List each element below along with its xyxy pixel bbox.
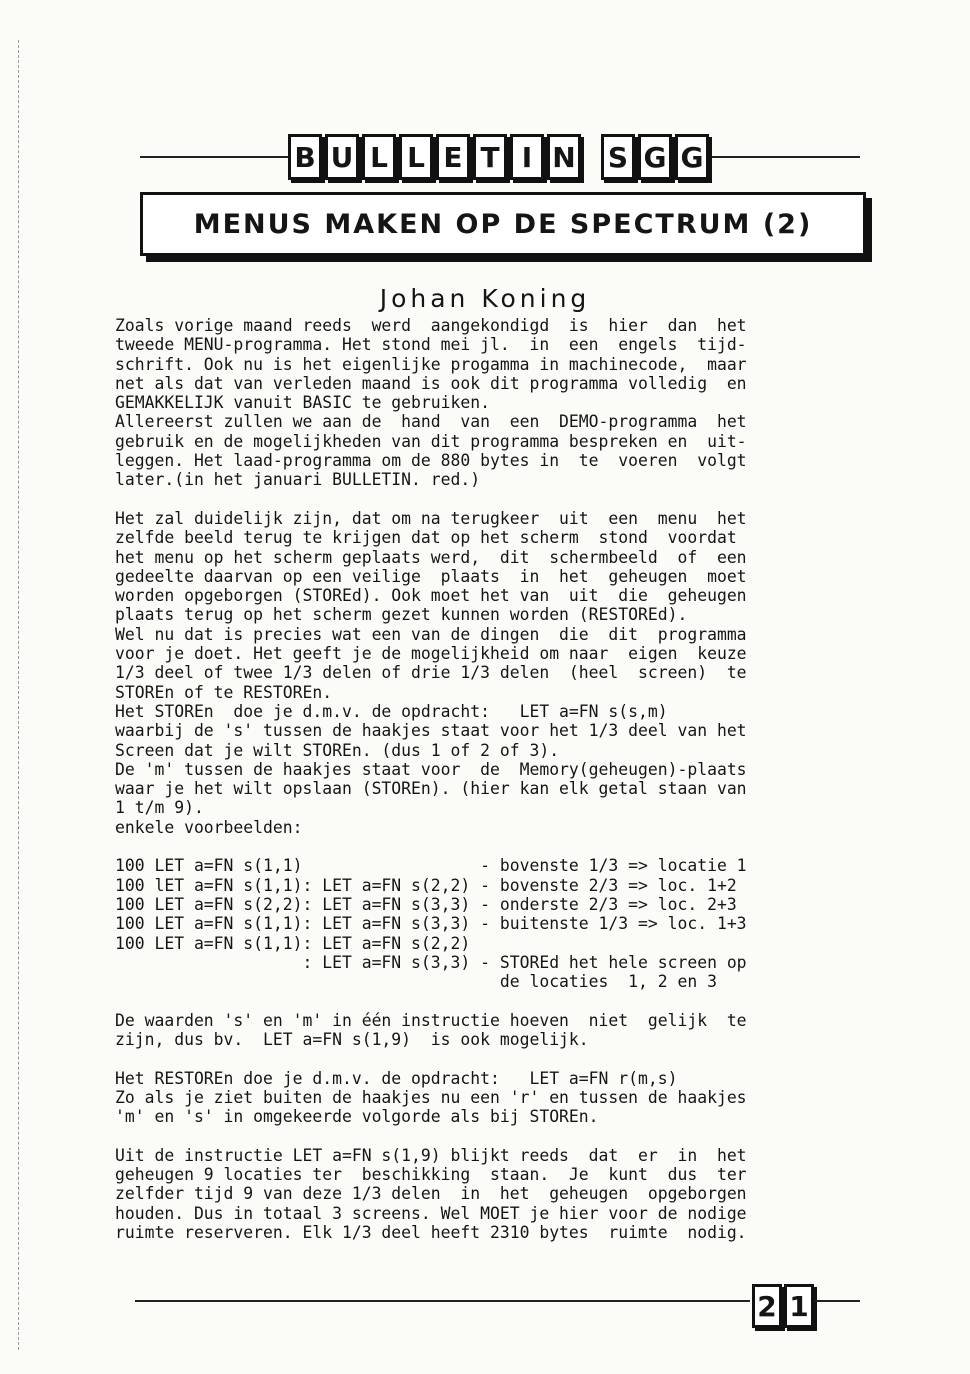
code-line: 100 LET a=FN s(2,2): LET a=FN s(3,3) - onderste 2/3 => loc. 2+3: [115, 894, 737, 914]
text-line: Allereerst zullen we aan de hand van een DEMO-programma het: [115, 412, 747, 432]
text-line: waar je het wilt opslaan (STOREn). (hier kan elk getal staan van: [115, 779, 747, 799]
code-line: 100 LET a=FN s(1,1): LET a=FN s(2,2): [115, 933, 471, 953]
paragraph-4: [115, 1011, 860, 1050]
logo-letter: L: [399, 134, 433, 180]
code-examples: [115, 856, 860, 991]
author: Johan Koning: [379, 284, 591, 313]
footer-rule-right: [815, 1300, 860, 1302]
text-line: STOREn of te RESTOREn.: [115, 682, 333, 702]
text-line: Het zal duidelijk zijn, dat om na terugkeer uit een menu het: [115, 508, 747, 528]
text-line: zijn, dus bv. LET a=FN s(1,9) is ook mogelijk.: [115, 1029, 589, 1049]
text-line: enkele voorbeelden:: [115, 817, 303, 837]
text-line: plaats terug op het scherm gezet kunnen worden (RESTOREd).: [115, 605, 688, 625]
text-line: gedeelte daarvan op een veilige plaats in het geheugen moet: [115, 566, 747, 586]
text-line: schrift. Ook nu is het eigenlijke progamma in machinecode, maar: [115, 354, 747, 374]
code-line: de locaties 1, 2 en 3: [115, 972, 717, 992]
text-line: waarbij de 's' tussen de haakjes staat voor het 1/3 deel van het: [115, 721, 747, 741]
text-line: De waarden 's' en 'm' in één instructie hoeven niet gelijk te: [115, 1010, 747, 1030]
logo-letter: B: [288, 134, 322, 180]
text-line: 1 t/m 9).: [115, 798, 204, 818]
text-line: voor je doet. Het geeft je de mogelijkheid om naar eigen keuze: [115, 644, 747, 664]
header-rule-left: [140, 156, 288, 158]
text-line: 'm' en 's' in omgekeerde volgorde als bij STOREn.: [115, 1107, 599, 1127]
code-line: 100 LET a=FN s(1,1) - bovenste 1/3 => locatie 1: [115, 856, 747, 876]
text-line: De 'm' tussen de haakjes staat voor de Memory(geheugen)-plaats: [115, 759, 747, 779]
page-number: [752, 1284, 814, 1328]
text-line: worden opgeborgen (STOREd). Ook moet het van uit die geheugen: [115, 586, 747, 606]
code-line: 100 LET a=FN s(1,1): LET a=FN s(3,3) - buitenste 1/3 => loc. 1+3: [115, 914, 747, 934]
text-line: leggen. Het laad-programma om de 880 bytes in te voeren volgt: [115, 451, 747, 471]
paragraph-2: [115, 412, 860, 489]
title-box: [140, 192, 866, 256]
text-line: later.(in het januari BULLETIN. red.): [115, 470, 481, 490]
text-line: Het STOREn doe je d.m.v. de opdracht: LET a=FN s(s,m): [115, 701, 668, 721]
logo-letter: G: [675, 134, 709, 180]
text-line: tweede MENU-programma. Het stond mei jl. in een engels tijd-: [115, 335, 747, 355]
footer-rule: [135, 1300, 750, 1302]
logo-letter: T: [473, 134, 507, 180]
text-line: houden. Dus in totaal 3 screens. Wel MOET je hier voor de nodige: [115, 1203, 747, 1223]
text-line: ruimte reserveren. Elk 1/3 deel heeft 2310 bytes ruimte nodig.: [115, 1222, 747, 1242]
text-line: Zoals vorige maand reeds werd aangekondigd is hier dan het: [115, 316, 747, 335]
paragraph-6: [115, 1146, 860, 1242]
article-title: MENUS MAKEN OP DE SPECTRUM (2): [193, 208, 813, 240]
logo-letter: G: [638, 134, 672, 180]
text-line: 1/3 deel of twee 1/3 delen of drie 1/3 delen (heel screen) te: [115, 663, 747, 683]
paragraph-1: [115, 316, 860, 412]
text-line: Zo als je ziet buiten de haakjes nu een 'r' en tussen de haakjes: [115, 1087, 747, 1107]
text-line: het menu op het scherm geplaats werd, dit schermbeeld of een: [115, 547, 747, 567]
page-digit: 1: [784, 1284, 814, 1328]
text-line: Wel nu dat is precies wat een van de dingen die dit programma: [115, 624, 747, 644]
logo-letter: L: [362, 134, 396, 180]
text-line: net als dat van verleden maand is ook dit programma volledig en: [115, 373, 747, 393]
logo-letter: I: [510, 134, 544, 180]
paragraph-3: [115, 509, 860, 837]
page-digit: 2: [752, 1284, 782, 1328]
logo-letter: N: [547, 134, 581, 180]
logo-letter: E: [436, 134, 470, 180]
text-line: gebruik en de mogelijkheden van dit programma bespreken en uit-: [115, 431, 747, 451]
logo-letter: U: [325, 134, 359, 180]
text-line: Uit de instructie LET a=FN s(1,9) blijkt reeds dat er in het: [115, 1145, 747, 1165]
code-line: 100 lET a=FN s(1,1): LET a=FN s(2,2) - bovenste 2/3 => loc. 1+2: [115, 875, 737, 895]
text-line: Screen dat je wilt STOREn. (dus 1 of 2 of 3).: [115, 740, 560, 760]
text-line: Het RESTOREn doe je d.m.v. de opdracht: LET a=FN r(m,s): [115, 1068, 678, 1088]
text-line: geheugen 9 locaties ter beschikking staan. Je kunt dus ter: [115, 1165, 747, 1185]
margin-line: [18, 40, 20, 1350]
code-line: : LET a=FN s(3,3) - STOREd het hele screen op: [115, 952, 747, 972]
text-line: zelfder tijd 9 van deze 1/3 delen in het geheugen opgeborgen: [115, 1184, 747, 1204]
logo-letter: S: [601, 134, 635, 180]
bulletin-logo: [288, 134, 709, 180]
text-line: zelfde beeld terug te krijgen dat op het scherm stond voordat: [115, 528, 737, 548]
article-body: [115, 316, 860, 1242]
paragraph-5: [115, 1069, 860, 1127]
text-line: GEMAKKELIJK vanuit BASIC te gebruiken.: [115, 393, 490, 413]
